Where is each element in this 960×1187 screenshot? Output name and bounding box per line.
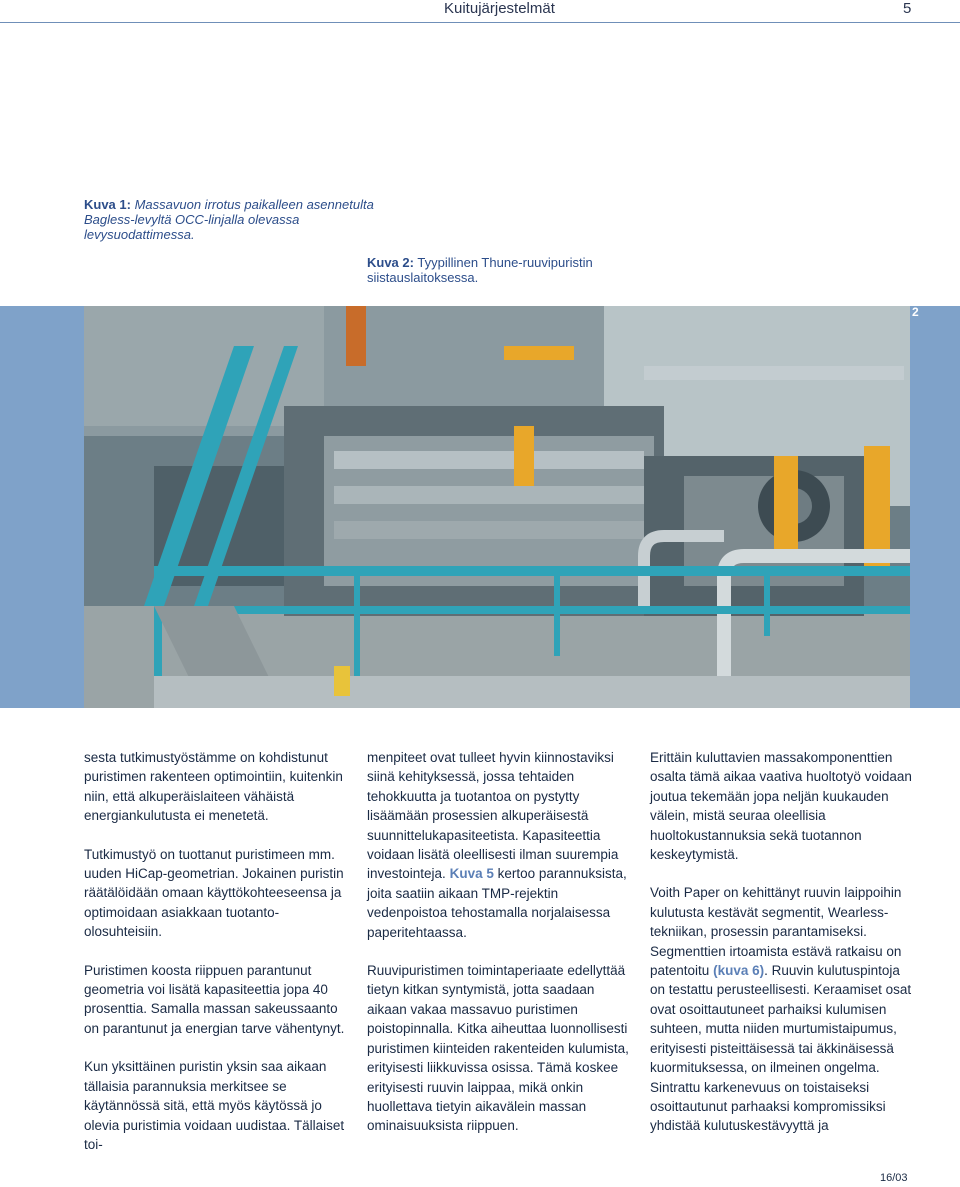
paragraph: Kun yksittäinen puristin yksin saa aikaan tällaisia parannuksia merkitsee se käytännössä sitä, että myös käytössä jo olevia puristimia voidaan uudistaa. Tällaiset toi- bbox=[84, 1059, 345, 1152]
paragraph: Ruuvipuristimen toimintaperiaate edellyttää tietyn kitkan syntymistä, jotta saadaan aikaan vakaa massavuo puristimen poistopinnalla. Kitka aiheuttaa luonnollisesti puristimen kiinteiden rakenteiden kulumista, erityisesti liikkuvissa osissa. Tämä koskee erityisesti ruuvin laippaa, mikä onkin huollettava tietyin aikavälein massan ominaisuuksista riippuen. bbox=[367, 963, 629, 1134]
paragraph-text: . Ruuvin kulutuspintoja on testattu perusteellisesti. Keraamiset osat ovat osoittautuneet parhaiksi kulumisen suhteen, mutta niiden murtumistaipumus, erityisesti pisteittäisessä tai äkkinäisessä kuormituksessa, on ilmeinen ongelma. Sintrattu karkenevuus on toistaiseksi osoittautunut parhaaksi kompromissiksi yhdistää kulutuskestävyyttä ja bbox=[650, 963, 912, 1134]
figure-caption-1 bbox=[84, 197, 384, 242]
paragraph-text: menpiteet ovat tulleet hyvin kiinnostaviksi siinä kehityksessä, jossa tehtaiden tehokkuutta ja tuotantoa on pystytty lisäämään prosessien alkuperäisestä suunnittelukapasiteetista. Kapasiteettia voidaan lisätä oleellisesti ilman suurempia investointeja. bbox=[367, 750, 619, 882]
paragraph-text: Voith Paper on kehittänyt ruuvin laippoihin kulutusta kestävät segmentit, Wearless-tekniikan, prosessin parantamiseksi. Segmenttien irtoamista estävä ratkaisu on patentoitu bbox=[650, 885, 902, 979]
caption-label: Kuva 1: bbox=[84, 197, 131, 212]
caption-text: Massavuon irrotus paikalleen asennetulta Bagless-levyltä OCC-linjalla olevassa levysuodattimessa. bbox=[84, 197, 374, 242]
figure-reference: (kuva 6) bbox=[713, 963, 765, 979]
text-column-3 bbox=[650, 748, 916, 1155]
paragraph bbox=[367, 748, 633, 942]
text-column-2 bbox=[367, 748, 633, 1155]
issue-number: 16/03 bbox=[880, 1172, 908, 1184]
paragraph-text: kertoo parannuksista, joita saatiin aikaan TMP-rejektin vedenpoistoa tehostamalla norjalaisessa paperitehtaassa. bbox=[367, 866, 627, 940]
screw-press-plant-photo bbox=[84, 306, 910, 708]
paragraph: Puristimen koosta riippuen parantunut geometria voi lisätä kapasiteettia jopa 40 prosenttia. Samalla massan sakeussaanto on parantunut ja energian tarve vähentynyt. bbox=[84, 962, 345, 1036]
figure-number-badge: 2 bbox=[912, 305, 919, 319]
paragraph: sesta tutkimustyöstämme on kohdistunut puristimen rakenteen optimointiin, kuitenkin niin, että alkuperäislaiteen vähäistä energiankulutusta ei menetetä. bbox=[84, 750, 343, 824]
running-header bbox=[0, 0, 960, 22]
paragraph: Tutkimustyö on tuottanut puristimeen mm. uuden HiCap-geometrian. Jokainen puristin räätälöidään omaan käyttökohteeseensa ja optimoidaan asiakkaan tuotanto-olosuhteisiin. bbox=[84, 846, 344, 940]
figure-reference: Kuva 5 bbox=[449, 866, 494, 882]
page-number: 5 bbox=[903, 0, 912, 17]
caption-label: Kuva 2: bbox=[367, 255, 414, 270]
paragraph bbox=[650, 883, 916, 1135]
figure-caption-2 bbox=[367, 255, 667, 285]
paragraph: Erittäin kuluttavien massakomponenttien osalta tämä aikaa vaativa huoltotyö voidaan joutua tekemään jopa neljän kuukauden välein, mistä seuraa oleellisia huoltokustannuksia sekä tuotannon keskeytymistä. bbox=[650, 750, 912, 863]
header-rule bbox=[0, 22, 960, 23]
section-title: Kuitujärjestelmät bbox=[444, 0, 555, 17]
caption-text: Tyypillinen Thune-ruuvipuristin siistauslaitoksessa. bbox=[367, 255, 593, 285]
text-column-1 bbox=[84, 748, 350, 1173]
